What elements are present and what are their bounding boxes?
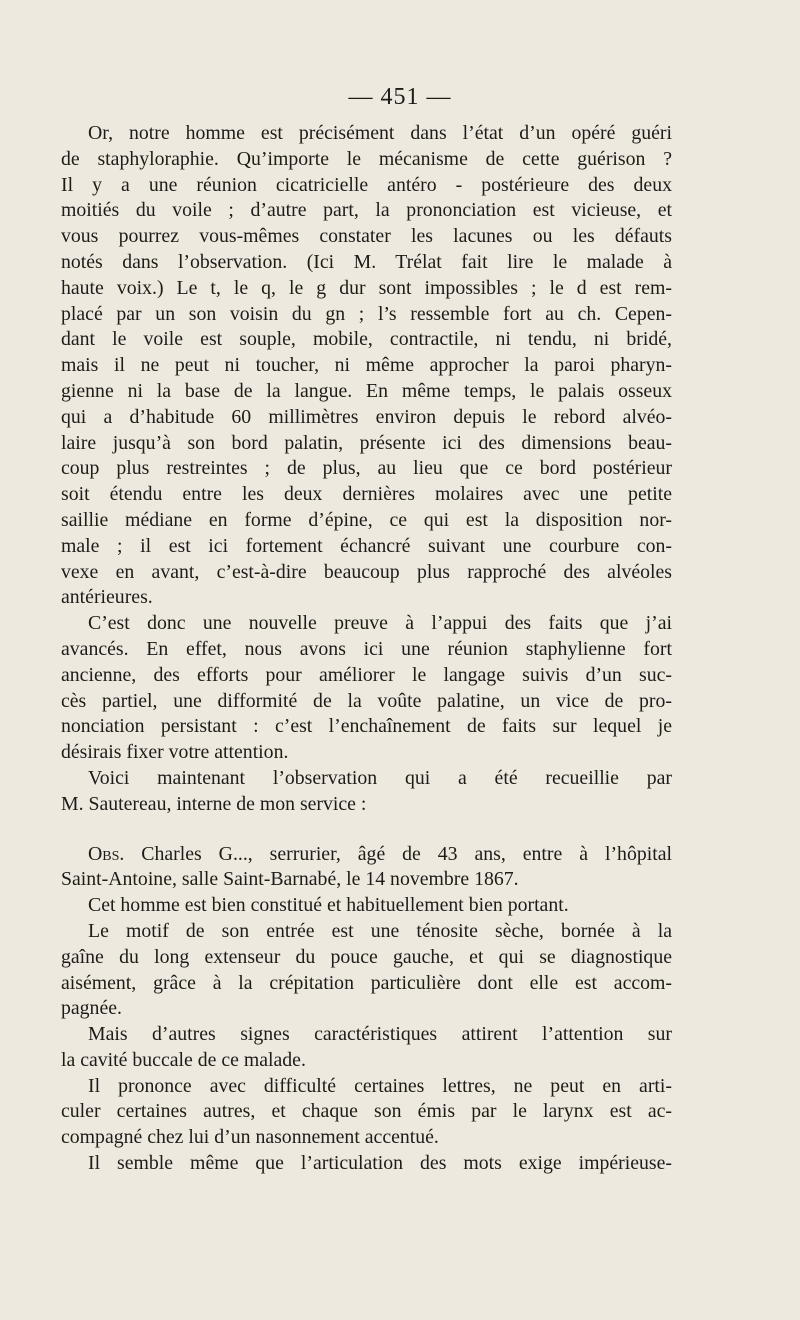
text-line: Saint-Antoine, salle Saint-Barnabé, le 14 novembre 1867.: [61, 868, 519, 891]
text-line: coup plus restreintes ; de plus, au lieu que ce bord postérieur: [61, 457, 672, 480]
text-line: nonciation persistant : c’est l’enchaînement de faits sur lequel je: [61, 715, 672, 738]
text-line: C’est donc une nouvelle preuve à l’appui des faits que j’ai: [88, 612, 672, 635]
text-line: pagnée.: [61, 997, 122, 1020]
text-line: culer certaines autres, et chaque son émis par le larynx est ac-: [61, 1100, 672, 1123]
text-line: Il semble même que l’articulation des mots exige impérieuse-: [88, 1152, 672, 1175]
text-line: Obs. Charles G..., serrurier, âgé de 43 ans, entre à l’hôpital: [88, 842, 672, 865]
text-line: Il y a une réunion cicatricielle antéro - postérieure des deux: [61, 173, 672, 196]
page-number: — 451 —: [348, 84, 452, 110]
text-line: Mais d’autres signes caractéristiques attirent l’attention sur: [88, 1023, 672, 1046]
text-line: gaîne du long extenseur du pouce gauche, et qui se diagnostique: [61, 945, 672, 968]
text-line: avancés. En effet, nous avons ici une réunion staphylienne fort: [61, 637, 672, 660]
text-line: la cavité buccale de ce malade.: [61, 1048, 306, 1071]
text-line: M. Sautereau, interne de mon service :: [61, 792, 367, 815]
text-line: cès partiel, une difformité de la voûte palatine, un vice de pro-: [61, 689, 672, 712]
text-line: vexe en avant, c’est-à-dire beaucoup plus rapproché des alvéoles: [61, 560, 672, 583]
observation-label: Obs.: [88, 842, 125, 865]
text-line: ancienne, des efforts pour améliorer le langage suivis d’un suc-: [61, 663, 672, 686]
text-line: Or, notre homme est précisément dans l’état d’un opéré guéri: [88, 122, 672, 144]
text-line: placé par un son voisin du gn ; l’s ressemble fort au ch. Cepen-: [61, 302, 672, 325]
text-line: aisément, grâce à la crépitation particulière dont elle est accom-: [61, 971, 672, 994]
body-text: [61, 121, 672, 1177]
text-line: notés dans l’observation. (Ici M. Trélat fait lire le malade à: [61, 250, 672, 273]
text-line: saillie médiane en forme d’épine, ce qui est la disposition nor-: [61, 508, 672, 531]
text-line: male ; il est ici fortement échancré suivant une courbure con-: [61, 534, 672, 557]
text-line: Il prononce avec difficulté certaines lettres, ne peut en arti-: [88, 1074, 672, 1097]
text-line: vous pourrez vous-mêmes constater les lacunes ou les défauts: [61, 225, 672, 248]
text-line: Cet homme est bien constitué et habituellement bien portant.: [88, 894, 569, 917]
text-line: Voici maintenant l’observation qui a été recueillie par: [88, 766, 672, 789]
text-line: de staphyloraphie. Qu’importe le mécanisme de cette guérison ?: [61, 147, 672, 170]
text-line: gienne ni la base de la langue. En même temps, le palais osseux: [61, 379, 672, 402]
text-line: laire jusqu’à son bord palatin, présente ici des dimensions beau-: [61, 431, 672, 454]
text-line: mais il ne peut ni toucher, ni même approcher la paroi pharyn-: [61, 354, 672, 377]
text-line: désirais fixer votre attention.: [61, 741, 289, 764]
text-line: haute voix.) Le t, le q, le g dur sont impossibles ; le d est rem-: [61, 276, 672, 299]
text-line: antérieures.: [61, 586, 153, 609]
paragraph-gap: [61, 818, 672, 842]
text-line: qui a d’habitude 60 millimètres environ depuis le rebord alvéo-: [61, 405, 672, 428]
text-line: moitiés du voile ; d’autre part, la prononciation est vicieuse, et: [61, 199, 672, 222]
text-line: Le motif de son entrée est une ténosite sèche, bornée à la: [88, 919, 672, 942]
text-line: compagné chez lui d’un nasonnement accentué.: [61, 1126, 439, 1149]
text-line: dant le voile est souple, mobile, contractile, ni tendu, ni bridé,: [61, 328, 672, 351]
text-line: soit étendu entre les deux dernières molaires avec une petite: [61, 483, 672, 506]
